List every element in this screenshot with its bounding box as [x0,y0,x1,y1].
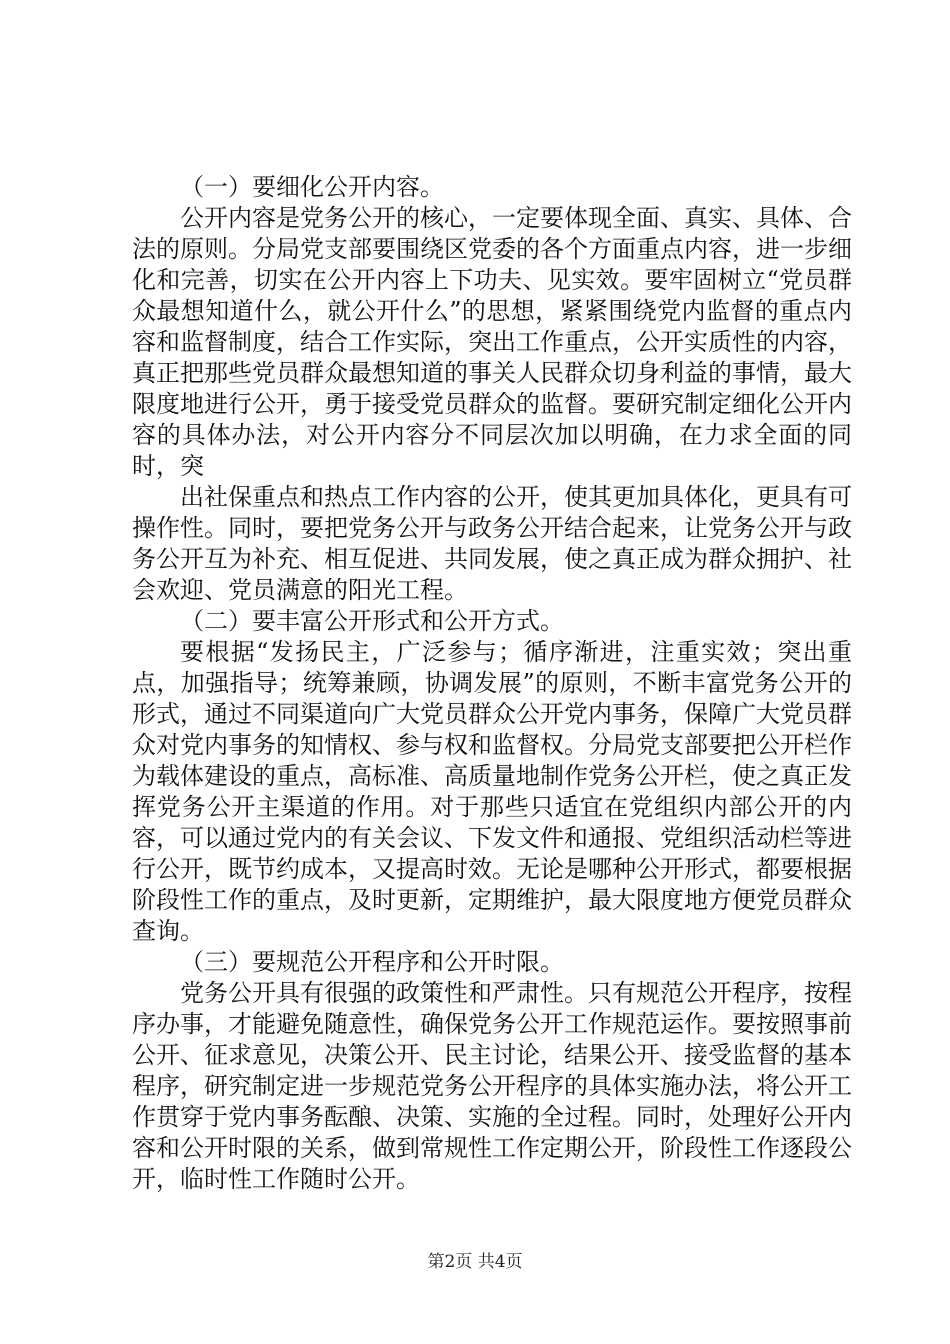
section-heading-2: （二）要丰富公开形式和公开方式。 [180,607,564,635]
page-number-footer: 第2页 共4页 [427,1252,523,1272]
paragraph-2: 出社保重点和热点工作内容的公开，使其更加具体化，更具有可操作性。同时，要把党务公开与政务公开结合起来，让党务公开与政务公开互为补充、相互促进、共同发展，使之真正成为群众拥护、社会欢迎、党员满意的阳光工程。 [132,483,852,604]
section-heading-3: （三）要规范公开程序和公开时限。 [180,948,564,976]
section-heading-1: （一）要细化公开内容。 [180,173,444,201]
paragraph-4: 党务公开具有很强的政策性和严肃性。只有规范公开程序，按程序办事，才能避免随意性，确保党务公开工作规范运作。要按照事前公开、征求意见，决策公开、民主讨论，结果公开、接受监督的基本程序，研究制定进一步规范党务公开程序的具体实施办法，将公开工作贯穿于党内事务酝酿、决策、实施的全过程。同时，处理好公开内容和公开时限的关系，做到常规性工作定期公开，阶段性工作逐段公开，临时性工作随时公开。 [132,979,852,1193]
paragraph-3: 要根据“发扬民主，广泛参与；循序渐进，注重实效；突出重点，加强指导；统筹兼顾，协调发展”的原则，不断丰富党务公开的形式，通过不同渠道向广大党员群众公开党内事务，保障广大党员群众对党内事务的知情权、参与权和监督权。分局党支部要把公开栏作为载体建设的重点，高标准、高质量地制作党务公开栏，使之真正发挥党务公开主渠道的作用。对于那些只适宜在党组织内部公开的内容，可以通过党内的有关会议、下发文件和通报、党组织活动栏等进行公开，既节约成本，又提高时效。无论是哪种公开形式，都要根据阶段性工作的重点，及时更新，定期维护，最大限度地方便党员群众查询。 [132,638,852,945]
paragraph-1: 公开内容是党务公开的核心，一定要体现全面、真实、具体、合法的原则。分局党支部要围绕区党委的各个方面重点内容，进一步细化和完善，切实在公开内容上下功夫、见实效。要牢固树立“党员群众最想知道什么，就公开什么”的思想，紧紧围绕党内监督的重点内容和监督制度，结合工作实际，突出工作重点，公开实质性的内容，真正把那些党员群众最想知道的事关人民群众切身利益的事情，最大限度地进行公开，勇于接受党员群众的监督。要研究制定细化公开内容的具体办法，对公开内容分不同层次加以明确，在力求全面的同时，突 [132,204,852,480]
document-body [132,172,852,1195]
